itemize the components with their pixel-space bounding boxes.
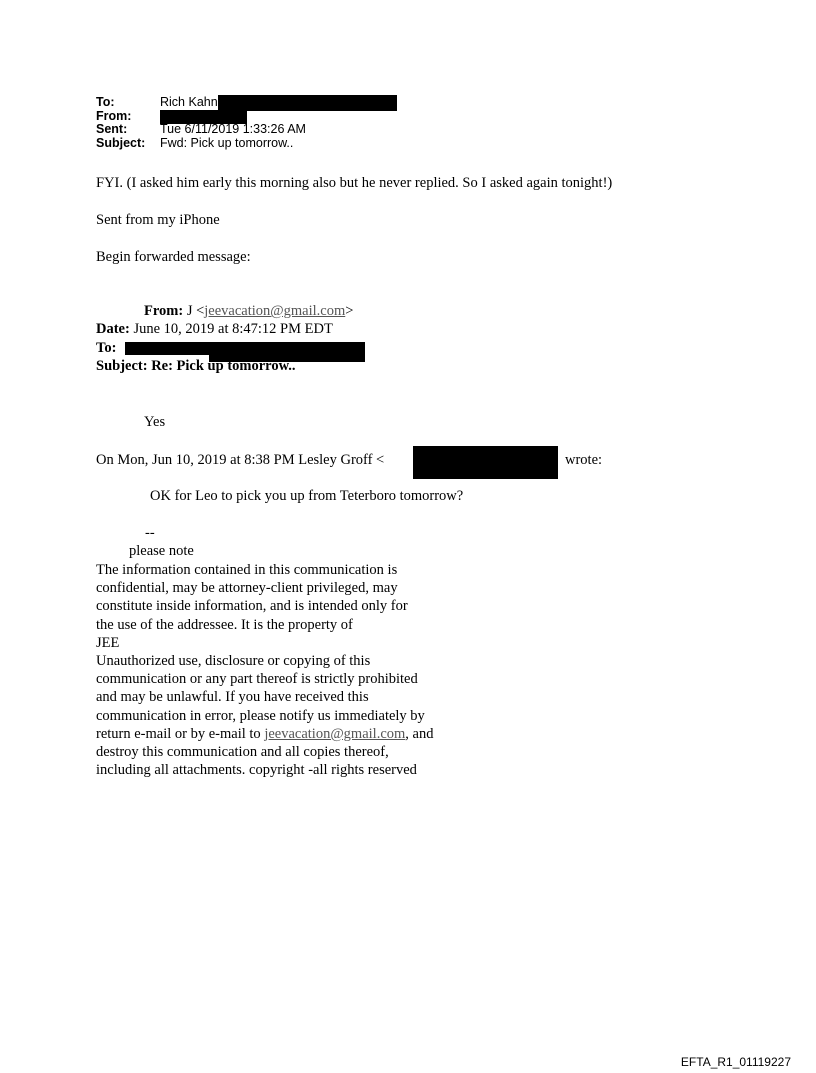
fwd-subject-label: Subject:: [96, 358, 148, 374]
sent-label: Sent:: [96, 122, 128, 136]
redaction-bar: [413, 446, 558, 479]
sent-row: [96, 123, 397, 137]
to-value: Rich Kahn: [160, 95, 218, 109]
disclaimer-block: [96, 561, 516, 779]
please-note-text: please note: [129, 543, 194, 559]
from-row: [96, 110, 397, 124]
on-mon-suffix: wrote:: [565, 452, 603, 468]
on-mon-prefix: On Mon, Jun 10, 2019 at 8:38 PM Lesley Groff <: [96, 452, 385, 468]
return-prefix: return e-mail or by e-mail to: [96, 725, 265, 742]
disclaimer-return-line: [96, 725, 516, 743]
disclaimer-line: JEE: [96, 634, 120, 651]
ok-leo-text: OK for Leo to pick you up from Teterboro tomorrow?: [150, 488, 464, 504]
to-label: To:: [96, 95, 115, 109]
begin-forwarded-text: Begin forwarded message:: [96, 249, 251, 265]
fwd-from-label: From:: [144, 303, 184, 319]
disclaimer-line: The information contained in this communication is: [96, 562, 398, 578]
subject-label: Subject:: [96, 135, 146, 150]
to-row: [96, 96, 397, 110]
sent-value: Tue 6/11/2019 1:33:26 AM: [160, 122, 306, 136]
disclaimer-line: confidential, may be attorney-client privileged, may: [96, 580, 398, 597]
fwd-from-close: >: [345, 303, 354, 319]
fwd-subject-row: [96, 358, 296, 375]
sent-from-text: Sent from my iPhone: [96, 212, 220, 228]
return-suffix: , and: [405, 725, 434, 742]
fwd-date-row: [96, 321, 333, 338]
signature-dashes: --: [145, 525, 155, 541]
disclaimer-line: and may be unlawful. If you have received this: [96, 689, 369, 706]
fwd-subject-value: Re: Pick up tomorrow..: [151, 358, 296, 374]
redaction-bar: [125, 342, 209, 355]
from-label: From:: [96, 108, 132, 123]
disclaimer-line: destroy this communication and all copies thereof,: [96, 744, 389, 761]
email-header: [96, 96, 397, 150]
disclaimer-line: communication in error, please notify us immediately by: [96, 707, 425, 724]
disclaimer-line: constitute inside information, and is intended only for: [96, 598, 408, 615]
fwd-to-row: [96, 340, 116, 357]
subject-row: [96, 137, 397, 151]
fwd-date-value: June 10, 2019 at 8:47:12 PM EDT: [133, 321, 333, 337]
disclaimer-line: Unauthorized use, disclosure or copying of this: [96, 653, 371, 670]
yes-text: Yes: [144, 414, 166, 430]
fwd-from-name: J <: [186, 303, 205, 319]
disclaimer-email-link[interactable]: jeevacation@gmail.com: [264, 725, 406, 742]
disclaimer-line: the use of the addressee. It is the property of: [96, 616, 353, 633]
fwd-to-label: To:: [96, 340, 117, 356]
disclaimer-line: including all attachments. copyright -all rights reserved: [96, 762, 417, 779]
document-id: EFTA_R1_01119227: [680, 1055, 791, 1069]
fwd-from-row: [144, 303, 353, 320]
fwd-date-label: Date:: [96, 321, 130, 337]
disclaimer-line: communication or any part thereof is strictly prohibited: [96, 671, 418, 688]
fwd-from-email-link[interactable]: jeevacation@gmail.com: [204, 303, 346, 319]
subject-value: Fwd: Pick up tomorrow..: [160, 135, 294, 150]
fyi-text: FYI. (I asked him early this morning also but he never replied. So I asked again tonight!): [96, 175, 613, 191]
